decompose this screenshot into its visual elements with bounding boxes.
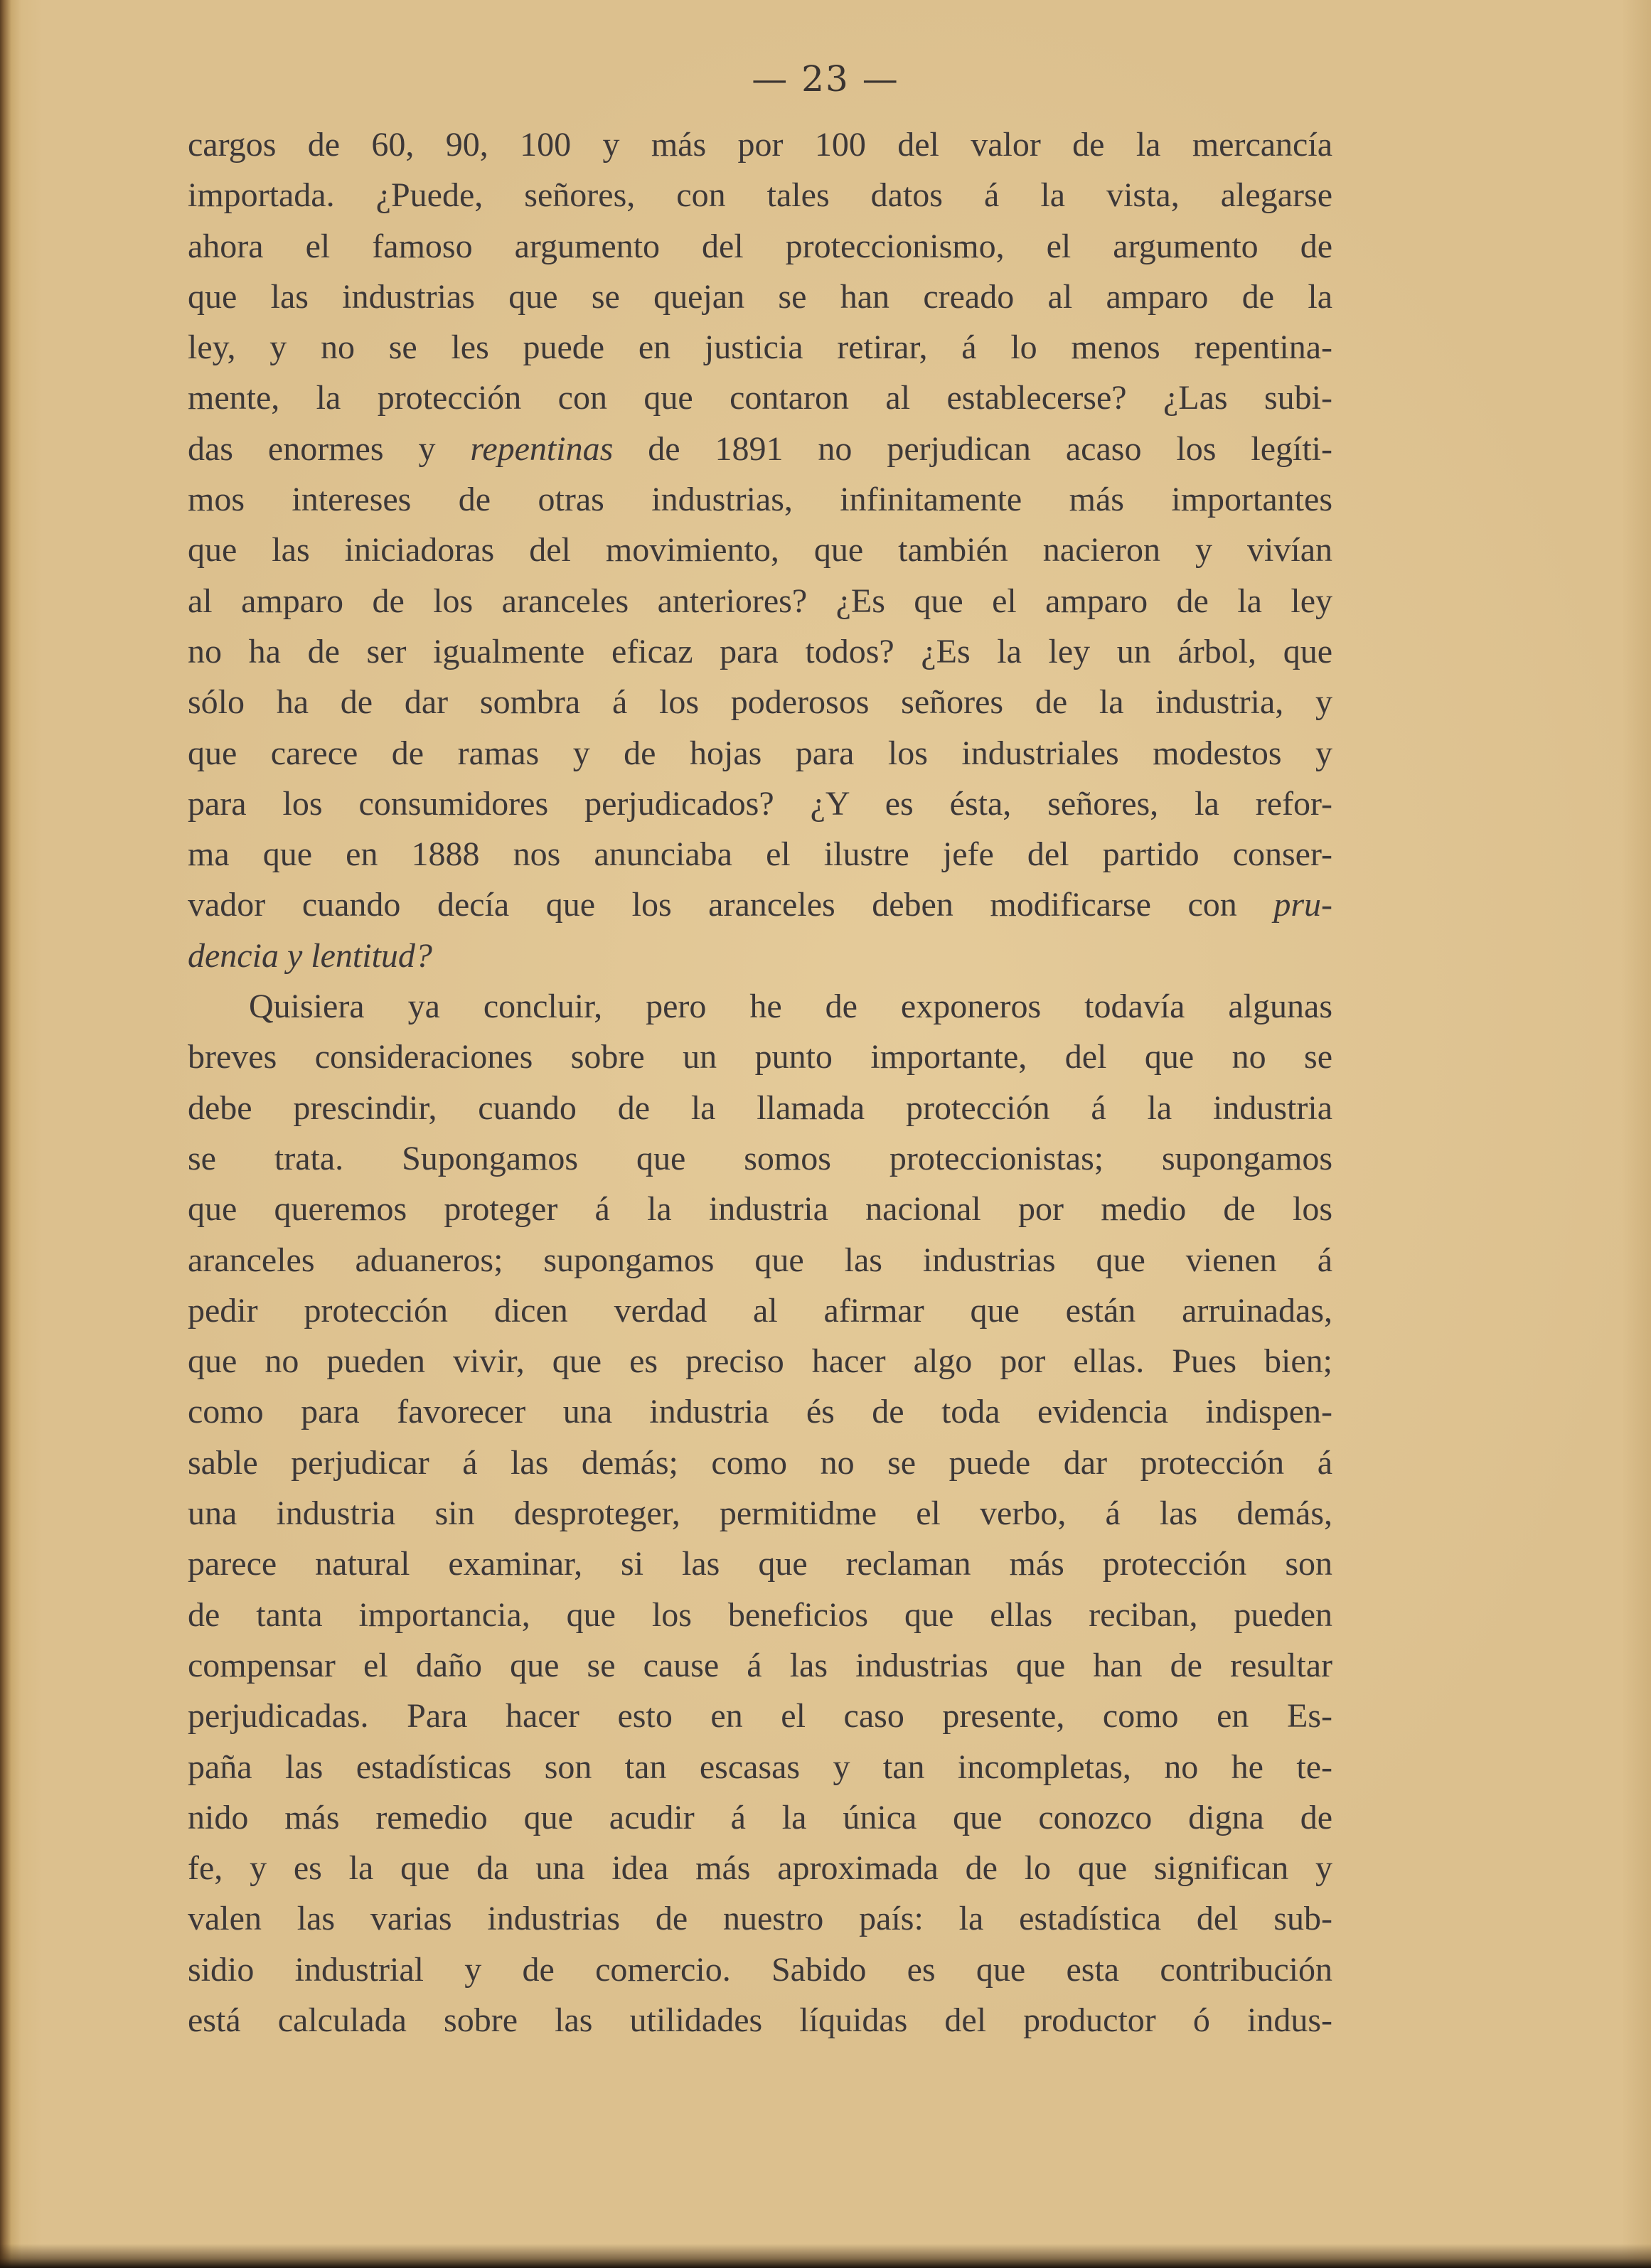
text-line: que carece de ramas y de hojas para los industriales modestos y <box>188 734 1332 772</box>
text-line: ma que en 1888 nos anunciaba el ilustre jefe del partido conser- <box>188 835 1332 874</box>
text-line: debe prescindir, cuando de la llamada protección á la industria <box>188 1088 1332 1127</box>
text-line: ahora el famoso argumento del proteccionismo, el argumento de <box>188 227 1332 265</box>
text-line: mente, la protección con que contaron al establecerse? ¿Las subi- <box>188 379 1332 417</box>
text-line: cargos de 60, 90, 100 y más por 100 del valor de la mercancía <box>188 126 1332 164</box>
text-line: fe, y es la que da una idea más aproximada de lo que significan y <box>188 1849 1332 1888</box>
text-line: pedir protección dicen verdad al afirmar que están arruinadas, <box>188 1291 1332 1330</box>
text-segment: das enormes y <box>188 429 471 468</box>
italic-text: dencia y lentitud? <box>188 936 432 975</box>
text-line: nido más remedio que acudir á la única que conozco digna de <box>188 1798 1332 1836</box>
text-line: que las industrias que se quejan se han creado al amparo de la <box>188 277 1332 316</box>
text-line: sidio industrial y de comercio. Sabido es que esta contribución <box>188 1950 1332 1989</box>
text-line: breves consideraciones sobre un punto importante, del que no se <box>188 1038 1332 1076</box>
text-line: sable perjudicar á las demás; como no se puede dar protección á <box>188 1443 1332 1482</box>
text-line: perjudicadas. Para hacer esto en el caso presente, como en Es- <box>188 1697 1332 1735</box>
italic-text: repentinas <box>470 429 614 468</box>
text-line: Quisiera ya concluir, pero he de exponeros todavía algunas <box>249 988 1332 1026</box>
text-line: aranceles aduaneros; supongamos que las industrias que vienen á <box>188 1241 1332 1279</box>
text-line: paña las estadísticas son tan escasas y tan incompletas, no he te- <box>188 1748 1332 1786</box>
text-line: importada. ¿Puede, señores, con tales datos á la vista, alegarse <box>188 176 1332 215</box>
text-line: está calculada sobre las utilidades líquidas del productor ó indus- <box>188 2001 1332 2039</box>
body-text <box>188 119 1332 2045</box>
text-line: para los consumidores perjudicados? ¿Y es ésta, señores, la refor- <box>188 784 1332 823</box>
text-line <box>188 931 1332 981</box>
text-line: compensar el daño que se cause á las industrias que han de resultar <box>188 1646 1332 1684</box>
text-line: de tanta importancia, que los beneficios que ellas reciban, pueden <box>188 1595 1332 1634</box>
text-line <box>188 879 1332 930</box>
text-line: que queremos proteger á la industria nacional por medio de los <box>188 1190 1332 1229</box>
page-bottom-edge <box>0 2244 1651 2268</box>
text-line: sólo ha de dar sombra á los poderosos señores de la industria, y <box>188 683 1332 722</box>
italic-text: pru- <box>1273 886 1332 924</box>
text-line: una industria sin desproteger, permitidme el verbo, á las demás, <box>188 1494 1332 1533</box>
text-line: no ha de ser igualmente eficaz para todos? ¿Es la ley un árbol, que <box>188 632 1332 670</box>
text-line: parece natural examinar, si las que reclaman más protección son <box>188 1545 1332 1583</box>
text-line <box>188 424 1332 474</box>
text-line: que no pueden vivir, que es preciso hacer algo por ellas. Pues bien; <box>188 1342 1332 1381</box>
text-line: al amparo de los aranceles anteriores? ¿Es que el amparo de la ley <box>188 582 1332 620</box>
text-line: valen las varias industrias de nuestro país: la estadística del sub- <box>188 1900 1332 1938</box>
text-segment: de 1891 no perjudican acaso los legíti- <box>613 429 1332 468</box>
text-line: ley, y no se les puede en justicia retirar, á lo menos repentina- <box>188 328 1332 367</box>
text-line: se trata. Supongamos que somos proteccionistas; supongamos <box>188 1139 1332 1177</box>
text-segment: vador cuando decía que los aranceles deben modificarse con <box>188 886 1274 924</box>
text-line: mos intereses de otras industrias, infinitamente más importantes <box>188 481 1332 519</box>
text-line: que las iniciadoras del movimiento, que también nacieron y vivían <box>188 531 1332 569</box>
page-number: — 23 — <box>752 58 899 100</box>
text-line: como para favorecer una industria és de toda evidencia indispen- <box>188 1393 1332 1431</box>
